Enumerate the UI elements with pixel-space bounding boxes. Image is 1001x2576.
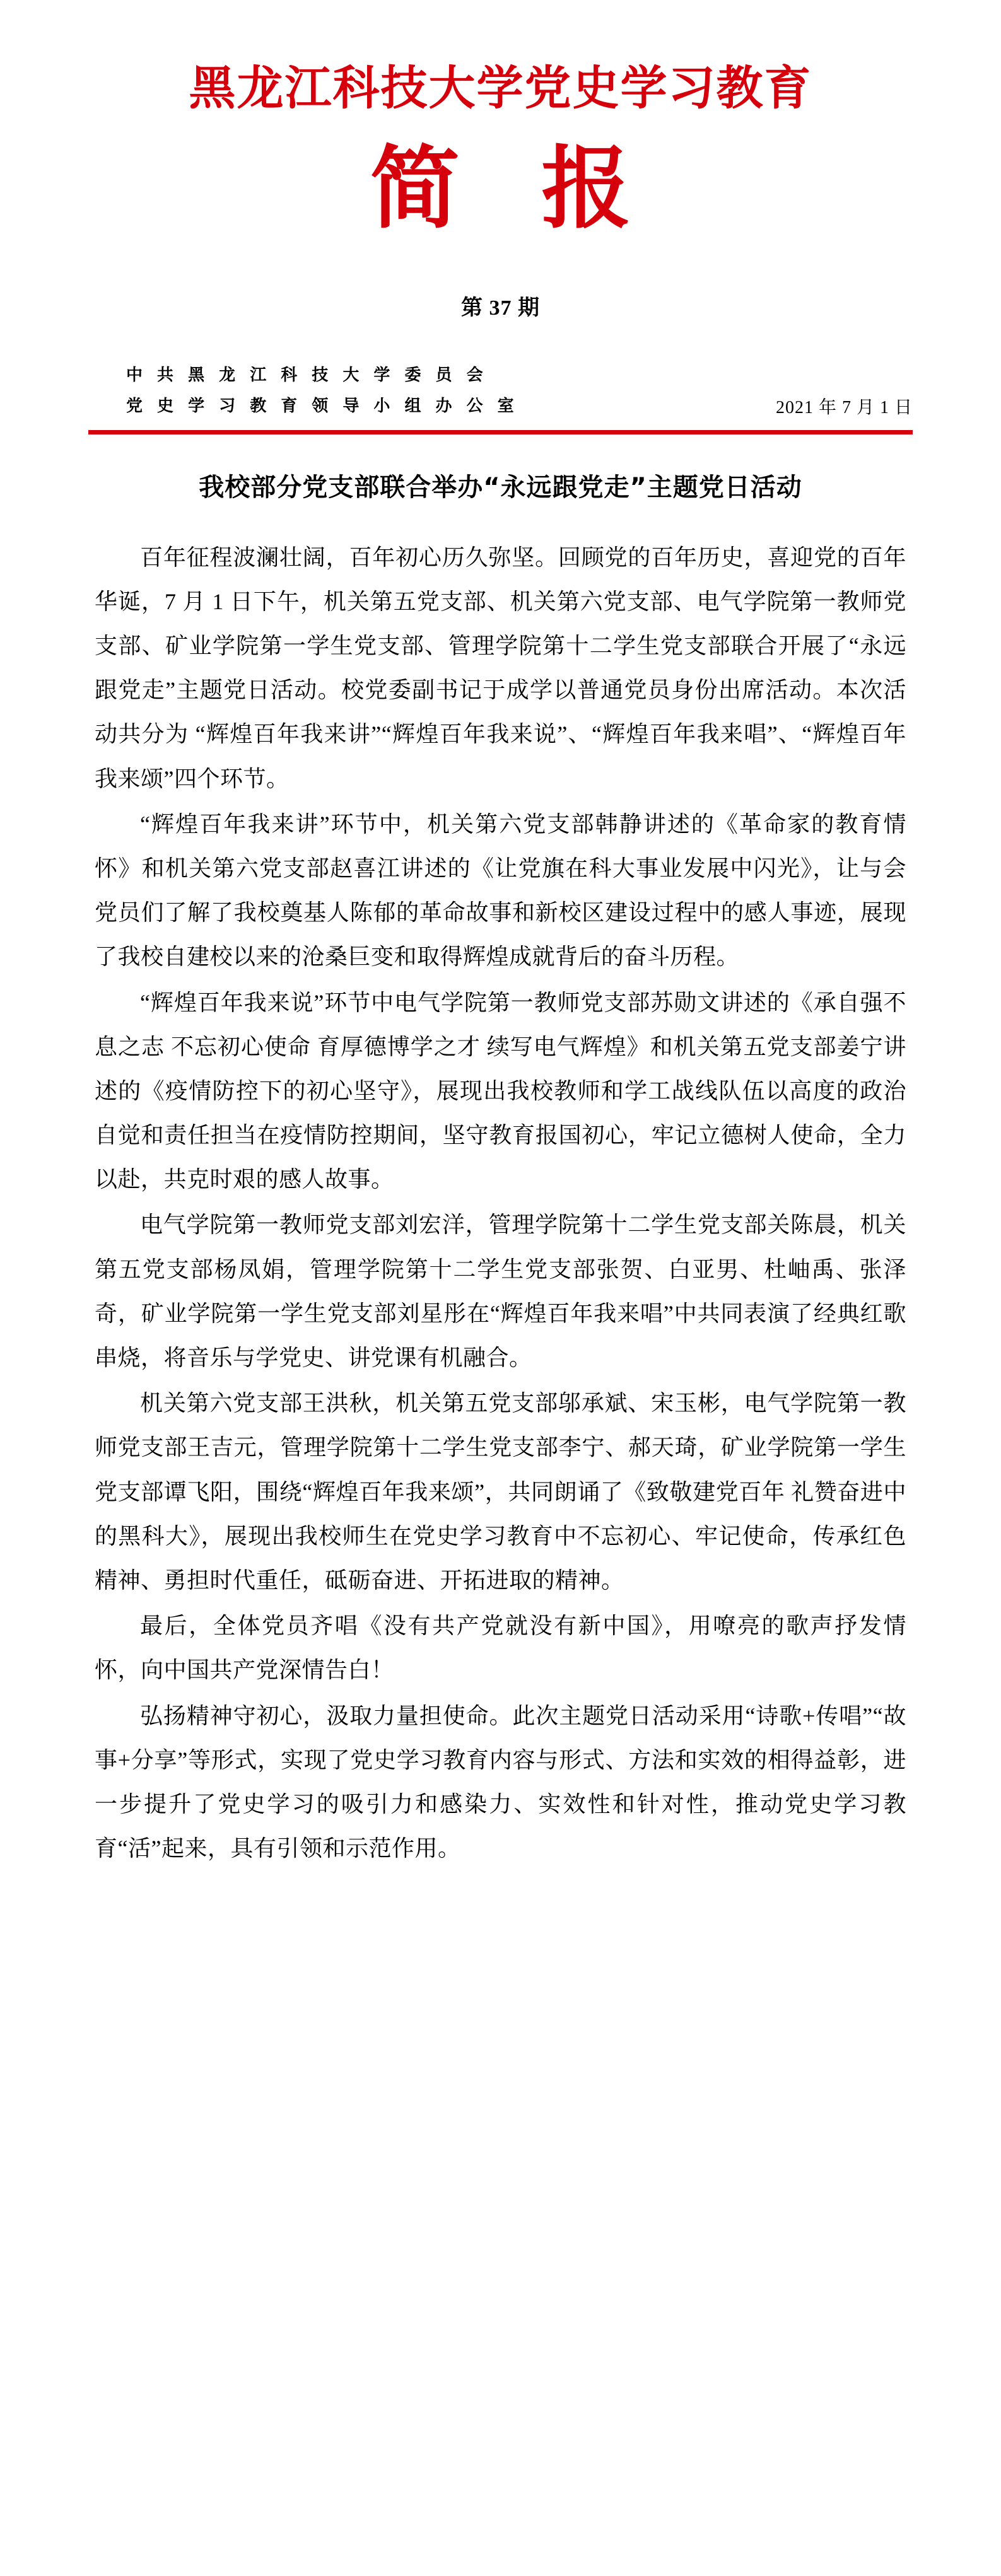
article-paragraph: 百年征程波澜壮阔，百年初心历久弥坚。回顾党的百年历史，喜迎党的百年华诞，7 月 1 日下午，机关第五党支部、机关第六党支部、电气学院第一教师党支部、矿业学院第一学生党支部、管理学院第十二学生党支部联合开展了“永远跟党走”主题党日活动。校党委副书记于成学以普通党员身份出席活动。本次活动共分为 “辉煌百年我来讲”“辉煌百年我来说”、“辉煌百年我来唱”、“辉煌百年我来颂”四个环节。 [95,544,906,791]
issue-number: 第 37 期 [461,296,540,320]
issuing-org-block [0,360,1001,421]
article-paragraph: 电气学院第一教师党支部刘宏洋，管理学院第十二学生党支部关陈晨，机关第五党支部杨凤娟，管理学院第十二学生党支部张贺、白亚男、杜岫禹、张泽奇，矿业学院第一学生党支部刘星彤在“辉煌百年我来唱”中共同表演了经典红歌串烧，将音乐与学党史、讲党课有机融合。 [95,1212,906,1371]
masthead-subtitle: 简 报 [370,137,657,242]
red-divider [88,430,913,434]
masthead [0,0,1001,242]
article-paragraph: “辉煌百年我来讲”环节中，机关第六党支部韩静讲述的《革命家的教育情怀》和机关第六党支部赵喜江讲述的《让党旗在科大事业发展中闪光》，让与会党员们了解了我校奠基人陈郁的革命故事和新校区建设过程中的感人事迹，展现了我校自建校以来的沧桑巨变和取得辉煌成就背后的奋斗历程。 [95,811,906,970]
article-paragraph: 弘扬精神守初心，汲取力量担使命。此次主题党日活动采用“诗歌+传唱”“故事+分享”等形式，实现了党史学习教育内容与形式、方法和实效的相得益彰，进一步提升了党史学习的吸引力和感染力、实效性和针对性，推动党史学习教育“活”起来，具有引领和示范作用。 [95,1703,906,1862]
issuing-org-line-1: 中 共 黑 龙 江 科 技 大 学 委 员 会 [126,366,488,385]
article-body [95,535,906,1871]
article-paragraph: 机关第六党支部王洪秋，机关第五党支部邬承斌、宋玉彬，电气学院第一教师党支部王吉元，管理学院第十二学生党支部李宁、郝天琦，矿业学院第一学生党支部谭飞阳，围绕“辉煌百年我来颂”，共同朗诵了《致敬建党百年 礼赞奋进中的黑科大》，展现出我校师生在党史学习教育中不忘初心、牢记使命，传承红色精神、勇担时代重任，砥砺奋进、开拓进取的精神。 [95,1390,906,1593]
publish-date: 2021 年 7 月 1 日 [775,397,913,417]
issuing-org-line-2: 党 史 学 习 教 育 领 导 小 组 办 公 室 [126,396,518,416]
article-paragraph: 最后，全体党员齐唱《没有共产党就没有新中国》，用嘹亮的歌声抒发情怀，向中国共产党深情告白！ [95,1613,906,1683]
article-paragraph: “辉煌百年我来说”环节中电气学院第一教师党支部苏勋文讲述的《承自强不息之志 不忘初心使命 育厚德博学之才 续写电气辉煌》和机关第五党支部姜宁讲述的《疫情防控下的初心坚守》，展现出我校教师和学工战线队伍以高度的政治自觉和责任担当在疫情防控期间，坚守教育报国初心，牢记立德树人使命，全力以赴，共克时艰的感人故事。 [95,989,906,1192]
article-title: 我校部分党支部联合举办“永远跟党走”主题党日活动 [199,472,802,502]
issuing-org [126,360,518,421]
masthead-title: 黑龙江科技大学党史学习教育 [189,61,812,115]
